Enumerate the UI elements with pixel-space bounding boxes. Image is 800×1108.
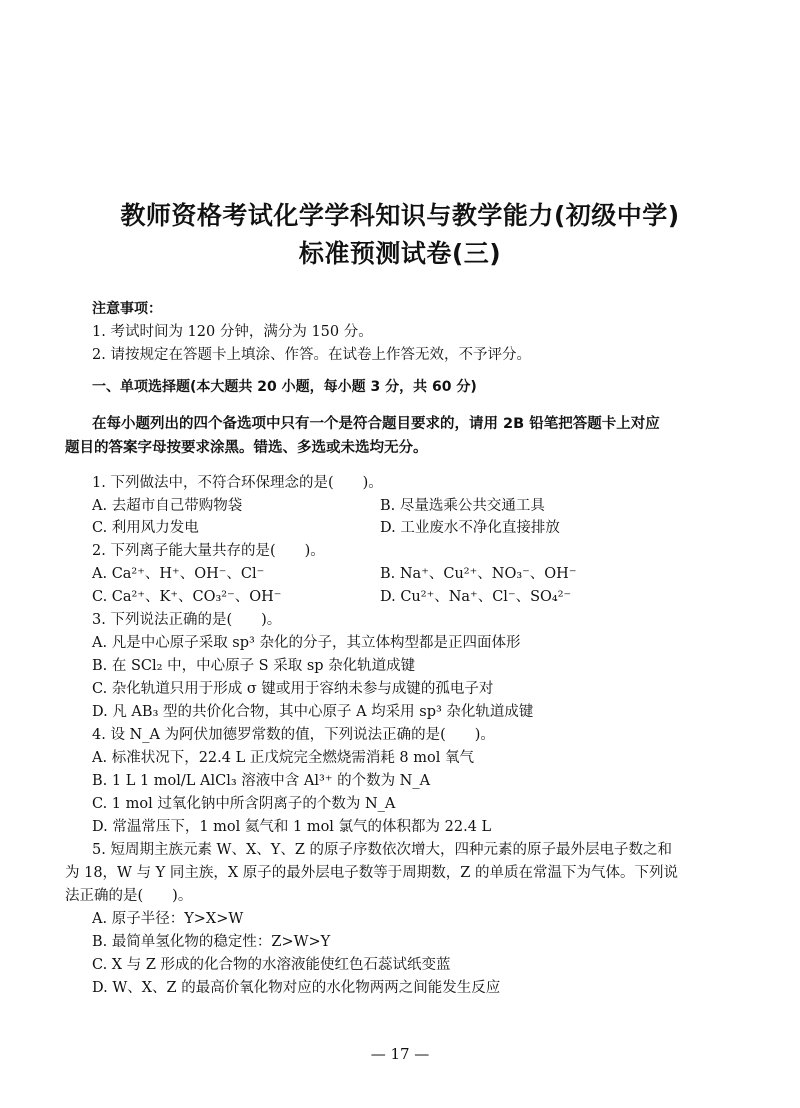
exam-title: 教师资格考试化学学科知识与教学能力(初级中学) <box>120 201 680 230</box>
option-d: D. 常温常压下，1 mol 氦气和 1 mol 氯气的体积都为 22.4 L <box>92 819 492 835</box>
option-c: C. 1 mol 过氧化钠中所含阴离子的个数为 N_A <box>92 796 396 812</box>
option-c: C. 杂化轨道只用于形成 σ 键或用于容纳未参与成键的孤电子对 <box>92 681 494 697</box>
option-b: B. 最简单氢化物的稳定性：Z>W>Y <box>92 934 331 950</box>
section-instruction: 题目的答案字母按要求涂黑。错选、多选或未选均无分。 <box>65 440 428 456</box>
section-instruction: 在每小题列出的四个备选项中只有一个是符合题目要求的，请用 2B 铅笔把答题卡上对应 <box>92 416 660 432</box>
notes-heading: 注意事项： <box>92 301 162 317</box>
note-item: 1. 考试时间为 120 分钟，满分为 150 分。 <box>92 324 373 340</box>
option-d: D. 凡 AB₃ 型的共价化合物，其中心原子 A 均采用 sp³ 杂化轨道成键 <box>92 704 534 720</box>
question-stem: 1. 下列做法中，不符合环保理念的是( )。 <box>92 475 383 491</box>
page-number: — 17 — <box>370 1045 430 1063</box>
note-item: 2. 请按规定在答题卡上填涂、作答。在试卷上作答无效，不予评分。 <box>92 347 531 363</box>
question-stem: 5. 短周期主族元素 W、X、Y、Z 的原子序数依次增大，四种元素的原子最外层电子数之和 <box>92 842 673 858</box>
option-b: B. Na⁺、Cu²⁺、NO₃⁻、OH⁻ <box>380 566 577 582</box>
section-heading: 一、单项选择题(本大题共 20 小题，每小题 3 分，共 60 分) <box>92 379 477 395</box>
option-b: B. 1 L 1 mol/L AlCl₃ 溶液中含 Al³⁺ 的个数为 N_A <box>92 773 431 789</box>
option-d: D. W、X、Z 的最高价氧化物对应的水化物两两之间能发生反应 <box>92 980 501 996</box>
option-a: A. 标准状况下，22.4 L 正戊烷完全燃烧需消耗 8 mol 氧气 <box>92 750 474 766</box>
question-stem: 法正确的是( )。 <box>65 888 193 904</box>
question-stem: 2. 下列离子能大量共存的是( )。 <box>92 543 325 559</box>
question-stem: 为 18，W 与 Y 同主族，X 原子的最外层电子数等于周期数，Z 的单质在常温下为气体。下列说 <box>65 865 678 881</box>
option-b: B. 在 SCl₂ 中，中心原子 S 采取 sp 杂化轨道成键 <box>92 658 416 674</box>
option-d: D. Cu²⁺、Na⁺、Cl⁻、SO₄²⁻ <box>380 589 572 605</box>
option-a: A. Ca²⁺、H⁺、OH⁻、Cl⁻ <box>92 566 265 582</box>
option-a: A. 去超市自己带购物袋 <box>92 498 243 514</box>
question-stem: 4. 设 N_A 为阿伏加德罗常数的值，下列说法正确的是( )。 <box>92 727 495 743</box>
question-stem: 3. 下列说法正确的是( )。 <box>92 612 282 628</box>
option-a: A. 凡是中心原子采取 sp³ 杂化的分子，其立体构型都是正四面体形 <box>92 635 521 651</box>
exam-subtitle: 标准预测试卷(三) <box>298 239 502 268</box>
option-c: C. X 与 Z 形成的化合物的水溶液能使红色石蕊试纸变蓝 <box>92 957 451 973</box>
option-c: C. 利用风力发电 <box>92 520 199 536</box>
option-a: A. 原子半径：Y>X>W <box>92 911 244 927</box>
option-d: D. 工业废水不净化直接排放 <box>380 520 560 536</box>
option-b: B. 尽量选乘公共交通工具 <box>380 498 545 514</box>
option-c: C. Ca²⁺、K⁺、CO₃²⁻、OH⁻ <box>92 589 282 605</box>
